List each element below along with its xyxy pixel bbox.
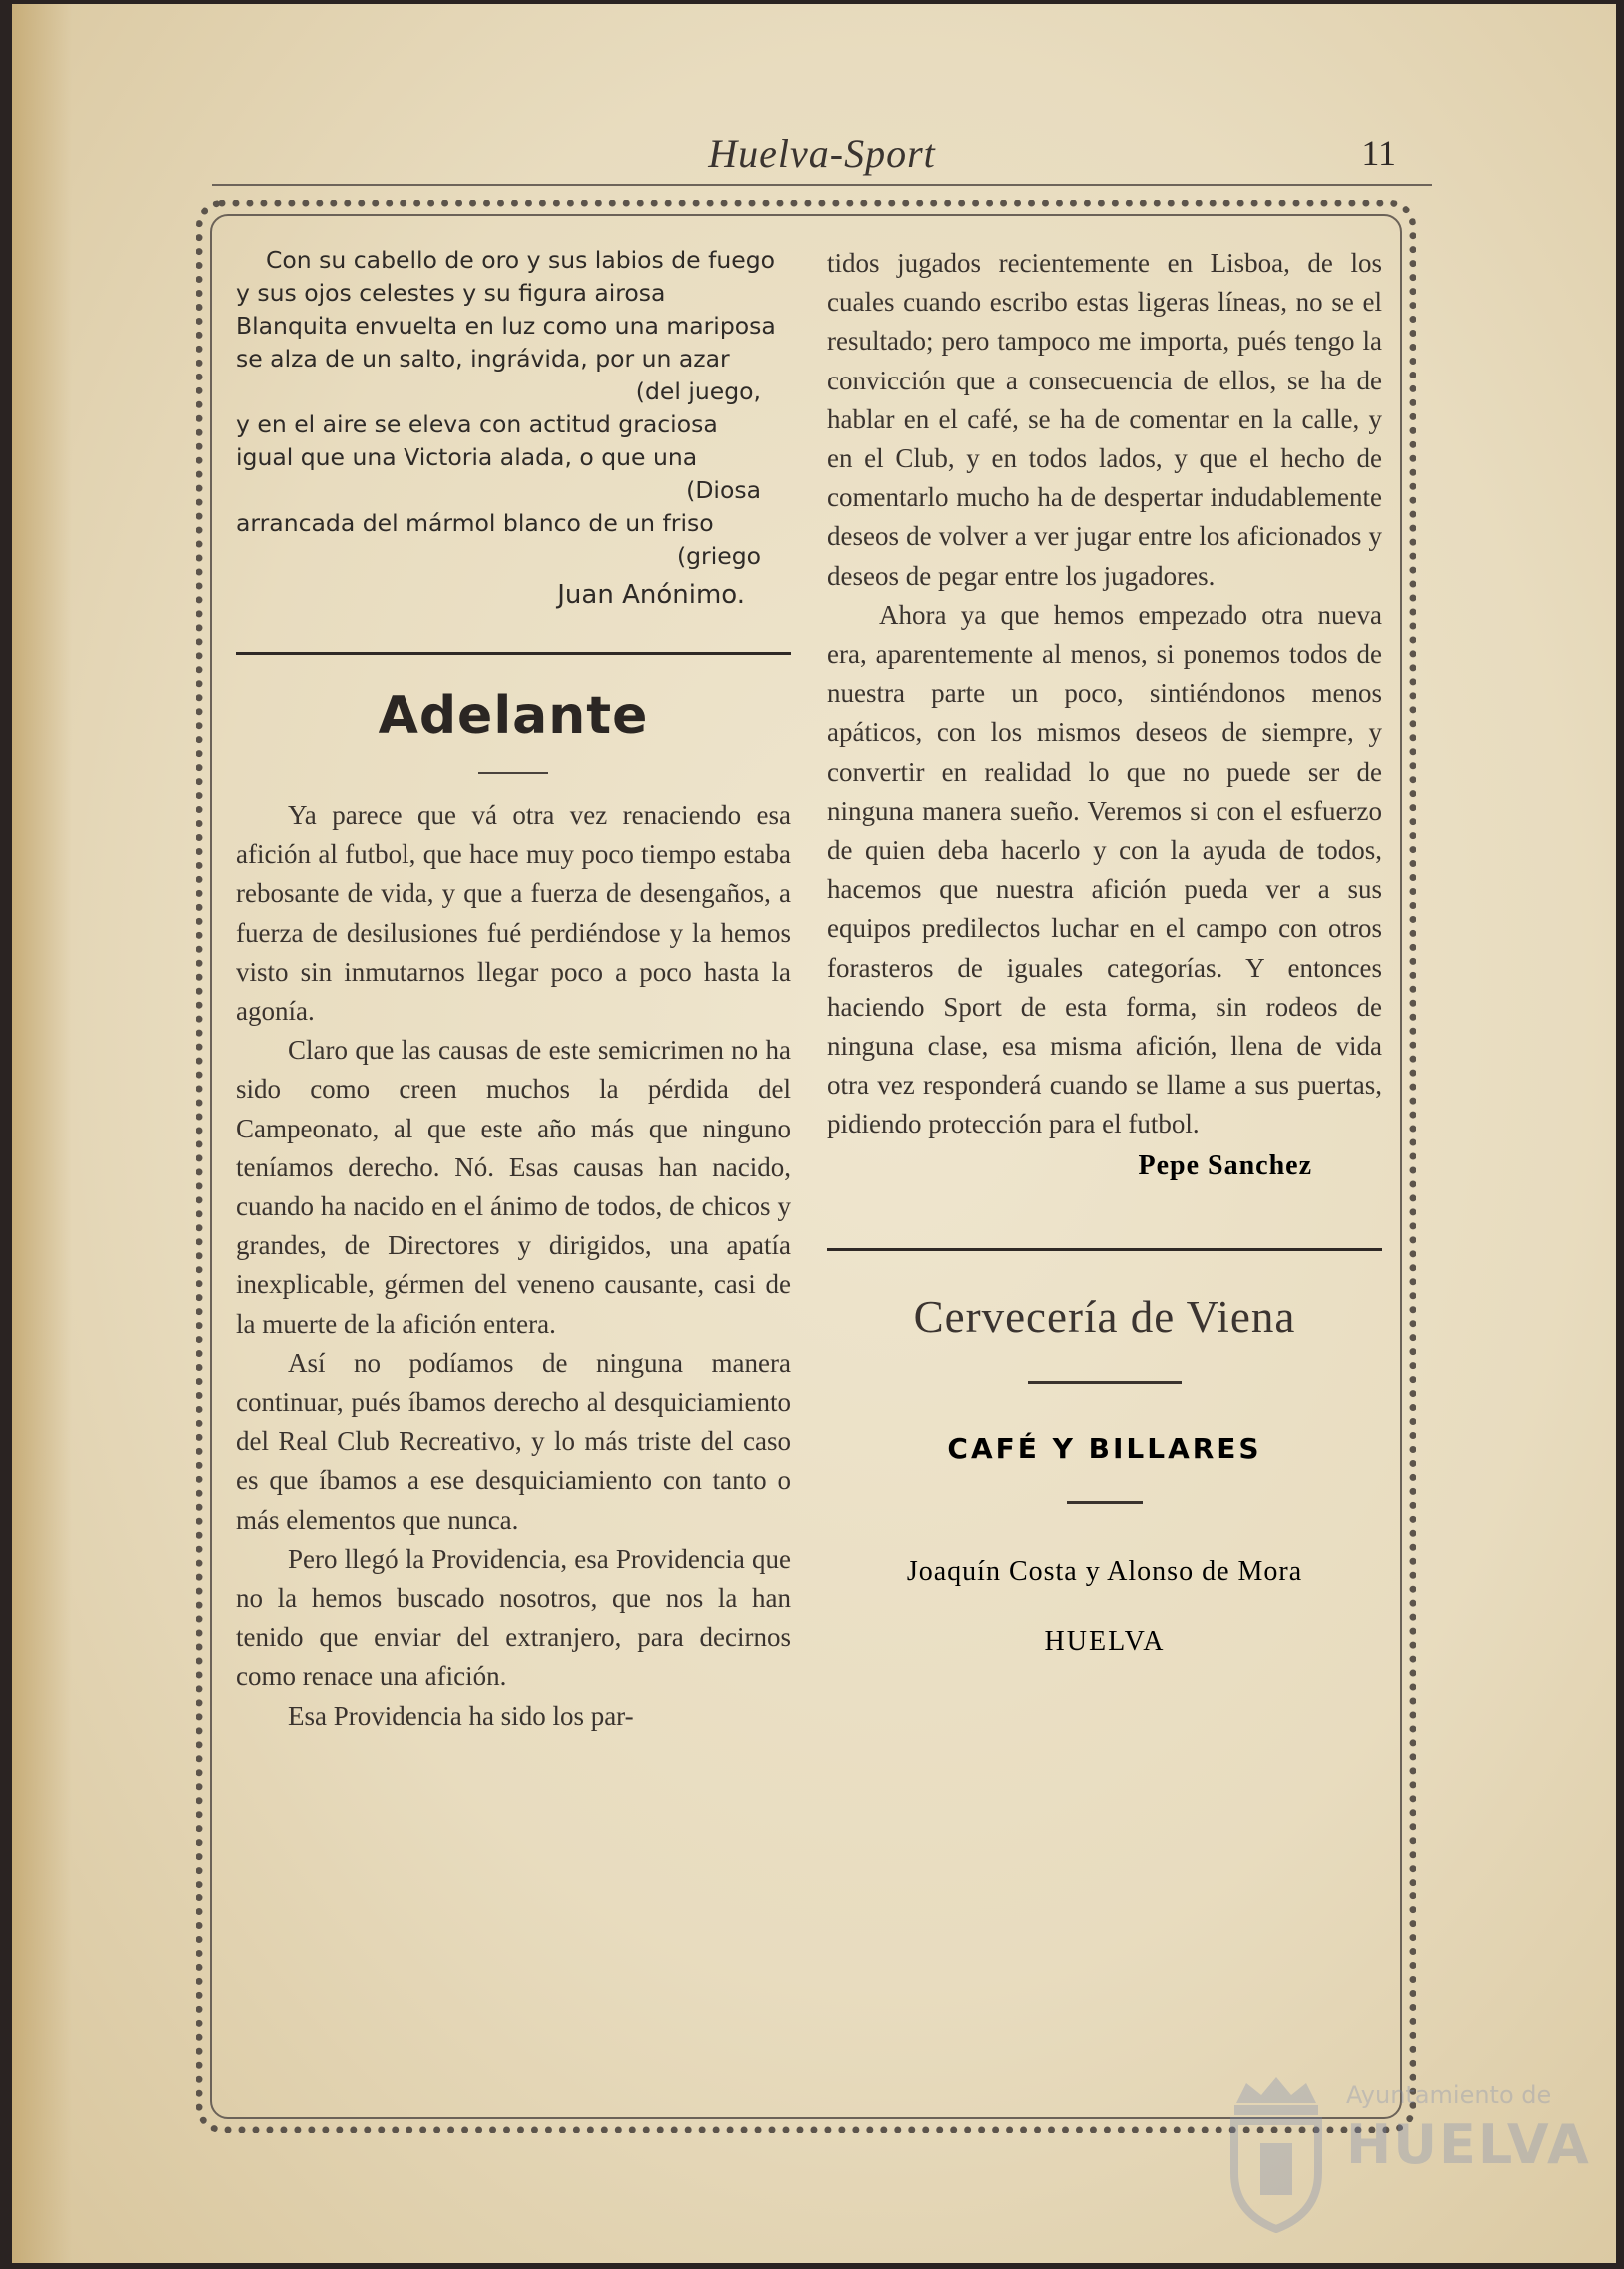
poem-line: arrancada del mármol blanco de un friso	[236, 509, 714, 537]
article-paragraph: Ya parece que vá otra vez renaciendo esa afición al futbol, que hace muy poco tiempo estaba rebosante de vida, y que a fuerza de desengaños, a fuerza de desilusiones fué perdiéndose y la hemos visto sin inmutarnos llegar poco a poco hasta la agonía.	[236, 800, 791, 1027]
right-column	[827, 244, 1382, 1658]
poem-line: y en el aire se eleva con actitud graciosa	[236, 410, 718, 438]
poem-author: Juan Anónimo.	[557, 580, 745, 610]
running-header	[212, 126, 1432, 186]
article-paragraph: Pero llegó la Providencia, esa Providencia que no la hemos buscado nosotros, que nos la han tenido que enviar del extranjero, para decirnos como renace una afición.	[236, 1543, 791, 1692]
poem-line: se alza de un salto, ingrávida, por un azar	[236, 345, 730, 373]
advert-title: Cervecería de Viena	[913, 1291, 1296, 1342]
page-number: 11	[1361, 133, 1396, 173]
article-body-right	[827, 244, 1382, 1144]
article-paragraph: Ahora ya que hemos empezado otra nueva era, aparentemente al menos, si ponemos todos de nuestra parte un poco, sintiéndonos menos apáticos, con los mismos deseos de siempre, y convertir en realidad lo que no puede ser de ninguna manera sueño. Veremos si con el esfuerzo de quien deba hacerlo y con la ayuda de todos, hacemos que nuestra afición pueda ver a sus equipos predilectos luchar en el campo con otros forasteros de iguales categorías. Y entonces haciendo Sport de esta forma, sin rodeos de ninguna clase, esa misma afición, llena de vida otra vez responderá cuando se llame a sus puertas, pidiendo protección para el futbol.	[827, 599, 1382, 1139]
title-rule	[478, 772, 548, 774]
publication-title: Huelva-Sport	[708, 131, 936, 176]
city-crest-icon	[1217, 2063, 1336, 2233]
advert-rule-short	[1067, 1501, 1143, 1504]
poem-line: Con su cabello de oro y sus labios de fuego	[266, 246, 776, 274]
poem-line: (Diosa	[686, 476, 761, 504]
article-paragraph: Así no podíamos de ninguna manera continuar, pués íbamos derecho al desquiciamiento del Real Club Recreativo, y lo más triste del caso es que íbamos a ese desquiciamiento con tanto o más elementos que nunca.	[236, 1347, 791, 1535]
left-column	[236, 244, 791, 1736]
advert-divider	[827, 1248, 1382, 1251]
poem-line: (del juego,	[635, 378, 761, 405]
advert-city: HUELVA	[1044, 1625, 1166, 1657]
archive-watermark	[1217, 2063, 1596, 2243]
article-signature: Pepe Sanchez	[1138, 1149, 1312, 1181]
advert-address: Joaquín Costa y Alonso de Mora	[906, 1555, 1303, 1587]
watermark-line2: HUELVA	[1346, 2113, 1591, 2176]
article-body-left	[236, 796, 791, 1736]
article-paragraph: tidos jugados recientemente en Lisboa, de los cuales cuando escribo estas ligeras líneas, no se el resultado; pero tampoco me importa, pués tengo la convicción que a consecuencia de ellos, se ha de hablar en el café, se ha de comentar en la calle, y en el Club, y en todos lados, y que el hecho de comentarlo mucho ha de despertar indudablemente deseos de volver a ver jugar entre los aficionados y deseos de pegar entre los jugadores.	[827, 248, 1382, 591]
poem-line: igual que una Victoria alada, o que una	[236, 443, 698, 471]
article-paragraph: Claro que las causas de este semicrimen no ha sido como creen muchos la pérdida del Campeonato, al que este año más que ninguno teníamos derecho. Nó. Esas causas han nacido, cuando ha nacido en el ánimo de todos, de chicos y grandes, de Directores y dirigidos, una apatía inexplicable, gérmen del veneno causante, casi de la muerte de la afición entera.	[236, 1035, 791, 1339]
watermark-line1: Ayuntamiento de	[1346, 2081, 1552, 2109]
poem-line: y sus ojos celestes y su figura airosa	[236, 279, 666, 307]
poem-line: Blanquita envuelta en luz como una mariposa	[236, 312, 776, 340]
section-divider	[236, 652, 791, 658]
advert-rule	[1028, 1381, 1182, 1384]
poem	[236, 244, 791, 573]
page-edge-stain	[12, 4, 72, 2263]
article-paragraph: Esa Providencia ha sido los par-	[288, 1700, 634, 1731]
poem-line: (griego	[676, 542, 761, 570]
article-title: Adelante	[378, 686, 649, 746]
advert-subtitle: CAFÉ Y BILLARES	[947, 1431, 1262, 1465]
